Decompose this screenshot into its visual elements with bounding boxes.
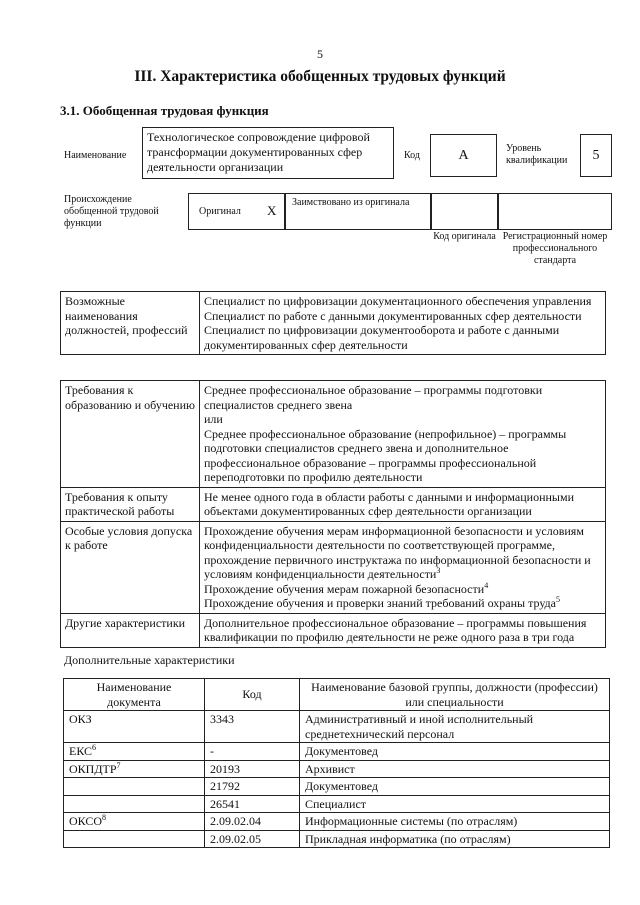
education-line: или [204, 412, 223, 426]
name-label: Наименование [64, 150, 127, 161]
table-row [64, 830, 610, 848]
col-header: Код [205, 679, 300, 711]
page-number: 5 [317, 47, 323, 61]
admission-line: Прохождение обучения и проверки знаний требований охраны труда$^5$ [204, 595, 560, 610]
education-line: Среднее профессиональное образование (непрофильное) – программы подготовки специалистов среднего звена и дополнительное профессиональное образование – программы профессиональной переподготовки по профилю деятельности [204, 426, 567, 484]
footnote-ref: 3 [436, 566, 441, 575]
table-row [64, 795, 610, 813]
doc-cell: ЕКС$^6$ [64, 743, 205, 761]
original-cell [188, 193, 285, 230]
col-header: Наименование документа [64, 679, 205, 711]
doc-cell [64, 795, 205, 813]
experience-label: Требования к опыту практической работы [61, 487, 200, 521]
name-cell: Информационные системы (по отраслям) [300, 813, 610, 831]
position-item: Специалист по цифровизации документооборота и работе с данными документированных сфер деятельности [204, 323, 560, 352]
education-label: Требования к образованию и обучению [61, 381, 200, 488]
extra-table [63, 678, 610, 848]
original-label: Оригинал [199, 206, 241, 217]
subsection-title: 3.1. Обобщенная трудовая функция [60, 103, 269, 118]
level-label: Уровень квалификации [506, 143, 568, 166]
footnote-ref: 8 [102, 813, 107, 822]
doc-cell [64, 830, 205, 848]
borrowed-label: Заимствовано из оригинала [285, 193, 431, 230]
doc-cell [64, 778, 205, 796]
code-cell: 2.09.02.05 [205, 830, 300, 848]
code-cell: 3343 [205, 711, 300, 743]
section-title: III. Характеристика обобщенных трудовых функций [134, 68, 506, 85]
position-item: Специалист по работе с данными документированных сфер деятельности [204, 308, 582, 323]
name-cell: Документовед [300, 743, 610, 761]
positions-table [60, 291, 606, 355]
other-label: Другие характеристики [61, 613, 200, 647]
footnote-ref: 7 [116, 760, 121, 770]
code-value: A [430, 134, 497, 177]
level-value: 5 [580, 134, 612, 177]
requirements-table [60, 380, 606, 648]
table-row [64, 743, 610, 761]
code-cell: 26541 [205, 795, 300, 813]
name-cell: Административный и иной исполнительный среднетехнический персонал [300, 711, 610, 743]
code-original-label: Код оригинала [433, 231, 496, 242]
origin-label: Происхождение обобщенной трудовой функции [64, 194, 159, 229]
name-cell: Специалист [300, 795, 610, 813]
code-cell: 21792 [205, 778, 300, 796]
experience-value: Не менее одного года в области работы с данными и информационными объектами документированных сфер деятельности организации [200, 487, 606, 521]
table-row [64, 711, 610, 743]
code-cell: - [205, 743, 300, 761]
code-original-cell [431, 193, 498, 230]
footnote-ref: 6 [92, 743, 97, 752]
footnote-ref: 5 [556, 595, 560, 604]
positions-label: Возможные наименования должностей, профессий [61, 292, 200, 355]
table-row [64, 760, 610, 778]
original-mark: X [267, 203, 277, 218]
doc-cell: ОКЗ [64, 711, 205, 743]
extra-heading: Дополнительные характеристики [64, 653, 235, 667]
admission-line: Прохождение обучения мерам пожарной безопасности$^4$ [204, 580, 489, 596]
code-label: Код [404, 150, 420, 161]
table-row [64, 778, 610, 796]
reg-number-label: Регистрационный номер профессионального стандарта [502, 231, 608, 266]
code-cell: 2.09.02.04 [205, 813, 300, 831]
name-cell: Документовед [300, 778, 610, 796]
admission-line: Прохождение обучения мерам информационной безопасности и условиям конфиденциальности деятельности по соответствующей программе, прохождение первичного инструктажа по информационной безопасности и условиям конфиденциальности деятельности$^3$ [204, 523, 591, 581]
code-cell: 20193 [205, 760, 300, 778]
doc-cell: ОКСО$^8$ [64, 813, 205, 831]
position-item: Специалист по цифровизации документационного обеспечения управления [204, 294, 592, 308]
reg-number-cell [498, 193, 612, 230]
other-value: Дополнительное профессиональное образование – программы повышения квалификации по профилю деятельности не реже одного раза в три года [200, 613, 606, 647]
name-cell: Прикладная информатика (по отраслям) [300, 830, 610, 848]
table-row [64, 813, 610, 831]
doc-cell: ОКПДТР$^7$ [64, 760, 205, 778]
footnote-ref: 4 [484, 580, 489, 590]
education-line: Среднее профессиональное образование – программы подготовки специалистов среднего звена [204, 383, 543, 412]
function-name-value: Технологическое сопровождение цифровой трансформации документированных сфер деятельности организации [142, 127, 394, 179]
col-header: Наименование базовой группы, должности (профессии) или специальности [300, 679, 610, 711]
name-cell: Архивист [300, 760, 610, 778]
admission-label: Особые условия допуска к работе [61, 521, 200, 613]
